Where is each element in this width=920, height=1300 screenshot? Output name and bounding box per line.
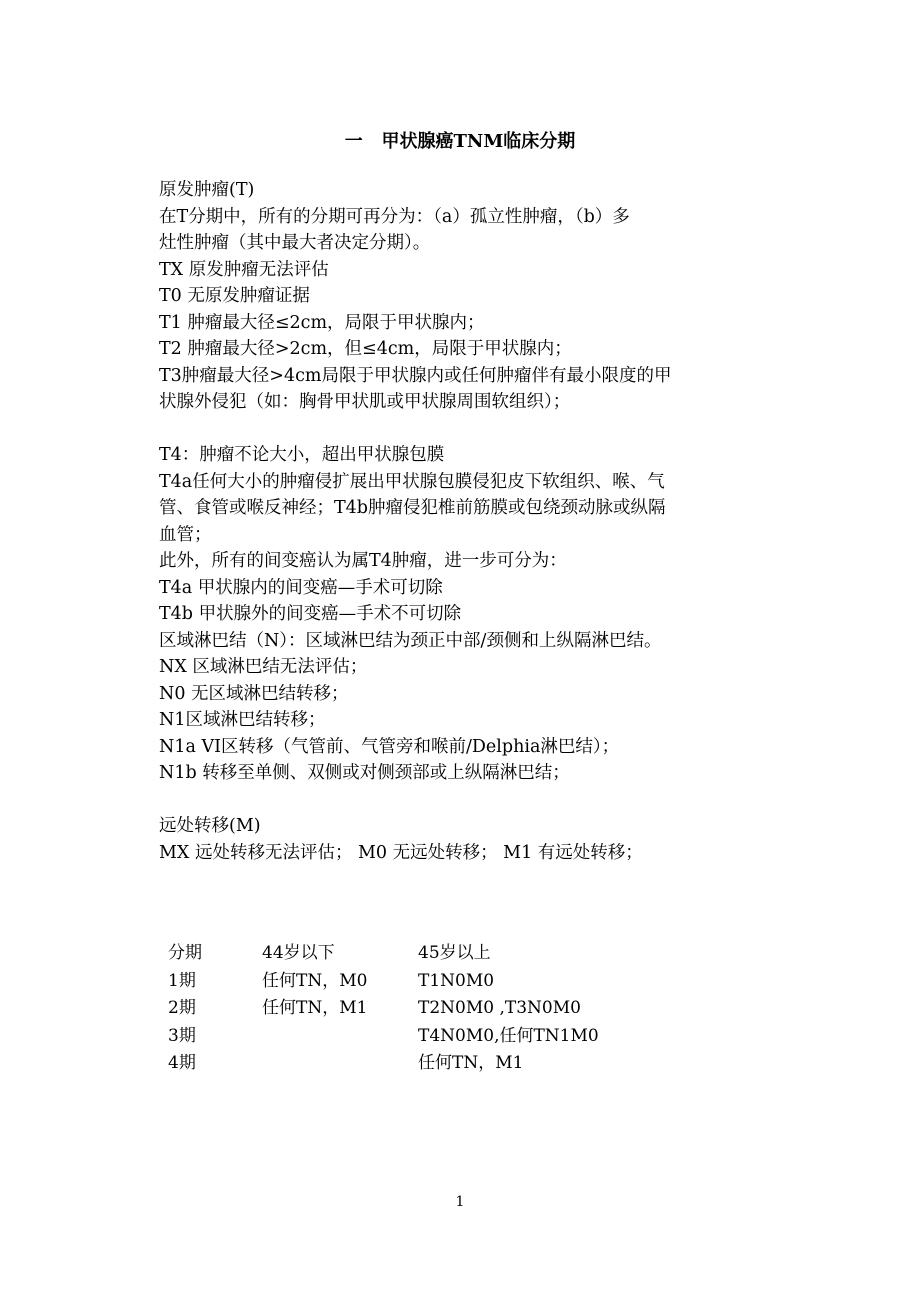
text-line: 状腺外侵犯（如：胸骨甲状肌或甲状腺周围软组织）； [159,392,571,412]
text-line: N1a VI区转移（气管前、气管旁和喉前/Delphia淋巴结）； [159,736,620,757]
table-cell: 1期 [168,970,196,991]
text-line: T4a任何大小的肿瘤侵扩展出甲状腺包膜侵犯皮下软组织、喉、气 [159,471,665,492]
table-header-cell: 分期 [168,943,202,963]
table-row [168,1050,658,1078]
table-header-cell: 44岁以下 [262,943,335,963]
table-row [168,1023,658,1051]
text-line: T1 肿瘤最大径≤2cm，局限于甲状腺内； [159,312,485,333]
blank-line [159,787,769,814]
table-cell: 任何TN，M1 [262,998,368,1018]
text-line: N1区域淋巴结转移； [159,710,326,730]
page-title: 一 甲状腺癌TNM临床分期 [344,131,576,152]
table-cell: 4期 [168,1053,196,1073]
text-line: T2 肿瘤最大径>2cm，但≤4cm，局限于甲状腺内； [159,339,572,359]
text-line: MX 远处转移无法评估； M0 无远处转移； M1 有远处转移； [159,842,643,863]
text-line: 区域淋巴结（N）：区域淋巴结为颈正中部/颈侧和上纵隔淋巴结。 [159,630,662,651]
text-line: TX 原发肿瘤无法评估 [159,259,329,280]
text-line: 此外，所有的间变癌认为属T4肿瘤，进一步可分为： [159,551,567,571]
table-cell: 任何TN，M0 [262,970,368,991]
table-cell: 任何TN，M1 [418,1053,524,1073]
text-line: 在T分期中，所有的分期可再分为：（a）孤立性肿瘤，（b）多 [159,206,630,227]
text-line: N1b 转移至单侧、双侧或对侧颈部或上纵隔淋巴结； [159,763,570,783]
text-line: 管、食管或喉反神经；T4b肿瘤侵犯椎前筋膜或包绕颈动脉或纵隔 [159,498,666,518]
table-row [168,995,658,1023]
table-cell: T4N0M0,任何TN1M0 [418,1025,599,1046]
table-row [168,968,658,996]
text-line: NX 区域淋巴结无法评估； [159,657,368,677]
text-line: T0 无原发肿瘤证据 [159,286,310,306]
blank-line [159,416,769,443]
text-line: T4b 甲状腺外的间变癌—手术不可切除 [159,604,462,624]
table-cell: T1N0M0 [418,970,495,991]
table-cell: 2期 [168,998,196,1018]
text-line: 血管； [159,524,212,545]
text-line: N0 无区域淋巴结转移； [159,683,349,704]
table-header-cell: 45岁以上 [418,943,491,963]
text-line: T3肿瘤最大径>4cm局限于甲状腺内或任何肿瘤伴有最小限度的甲 [159,365,672,386]
table-cell: T2N0M0 ,T3N0M0 [418,998,581,1018]
text-line: 远处转移(M) [159,816,261,836]
staging-table-header-row [168,940,658,968]
text-line: T4：肿瘤不论大小，超出甲状腺包膜 [159,445,445,465]
body-text [159,177,769,866]
table-cell [262,1023,418,1051]
text-line: T4a 甲状腺内的间变癌—手术可切除 [159,577,443,598]
text-line: 灶性肿瘤（其中最大者决定分期）。 [159,233,431,253]
staging-table [168,940,658,1078]
table-cell: 3期 [168,1025,196,1046]
text-line: 原发肿瘤(T) [159,180,255,200]
page-number: 1 [455,1194,465,1210]
table-cell [262,1050,418,1078]
